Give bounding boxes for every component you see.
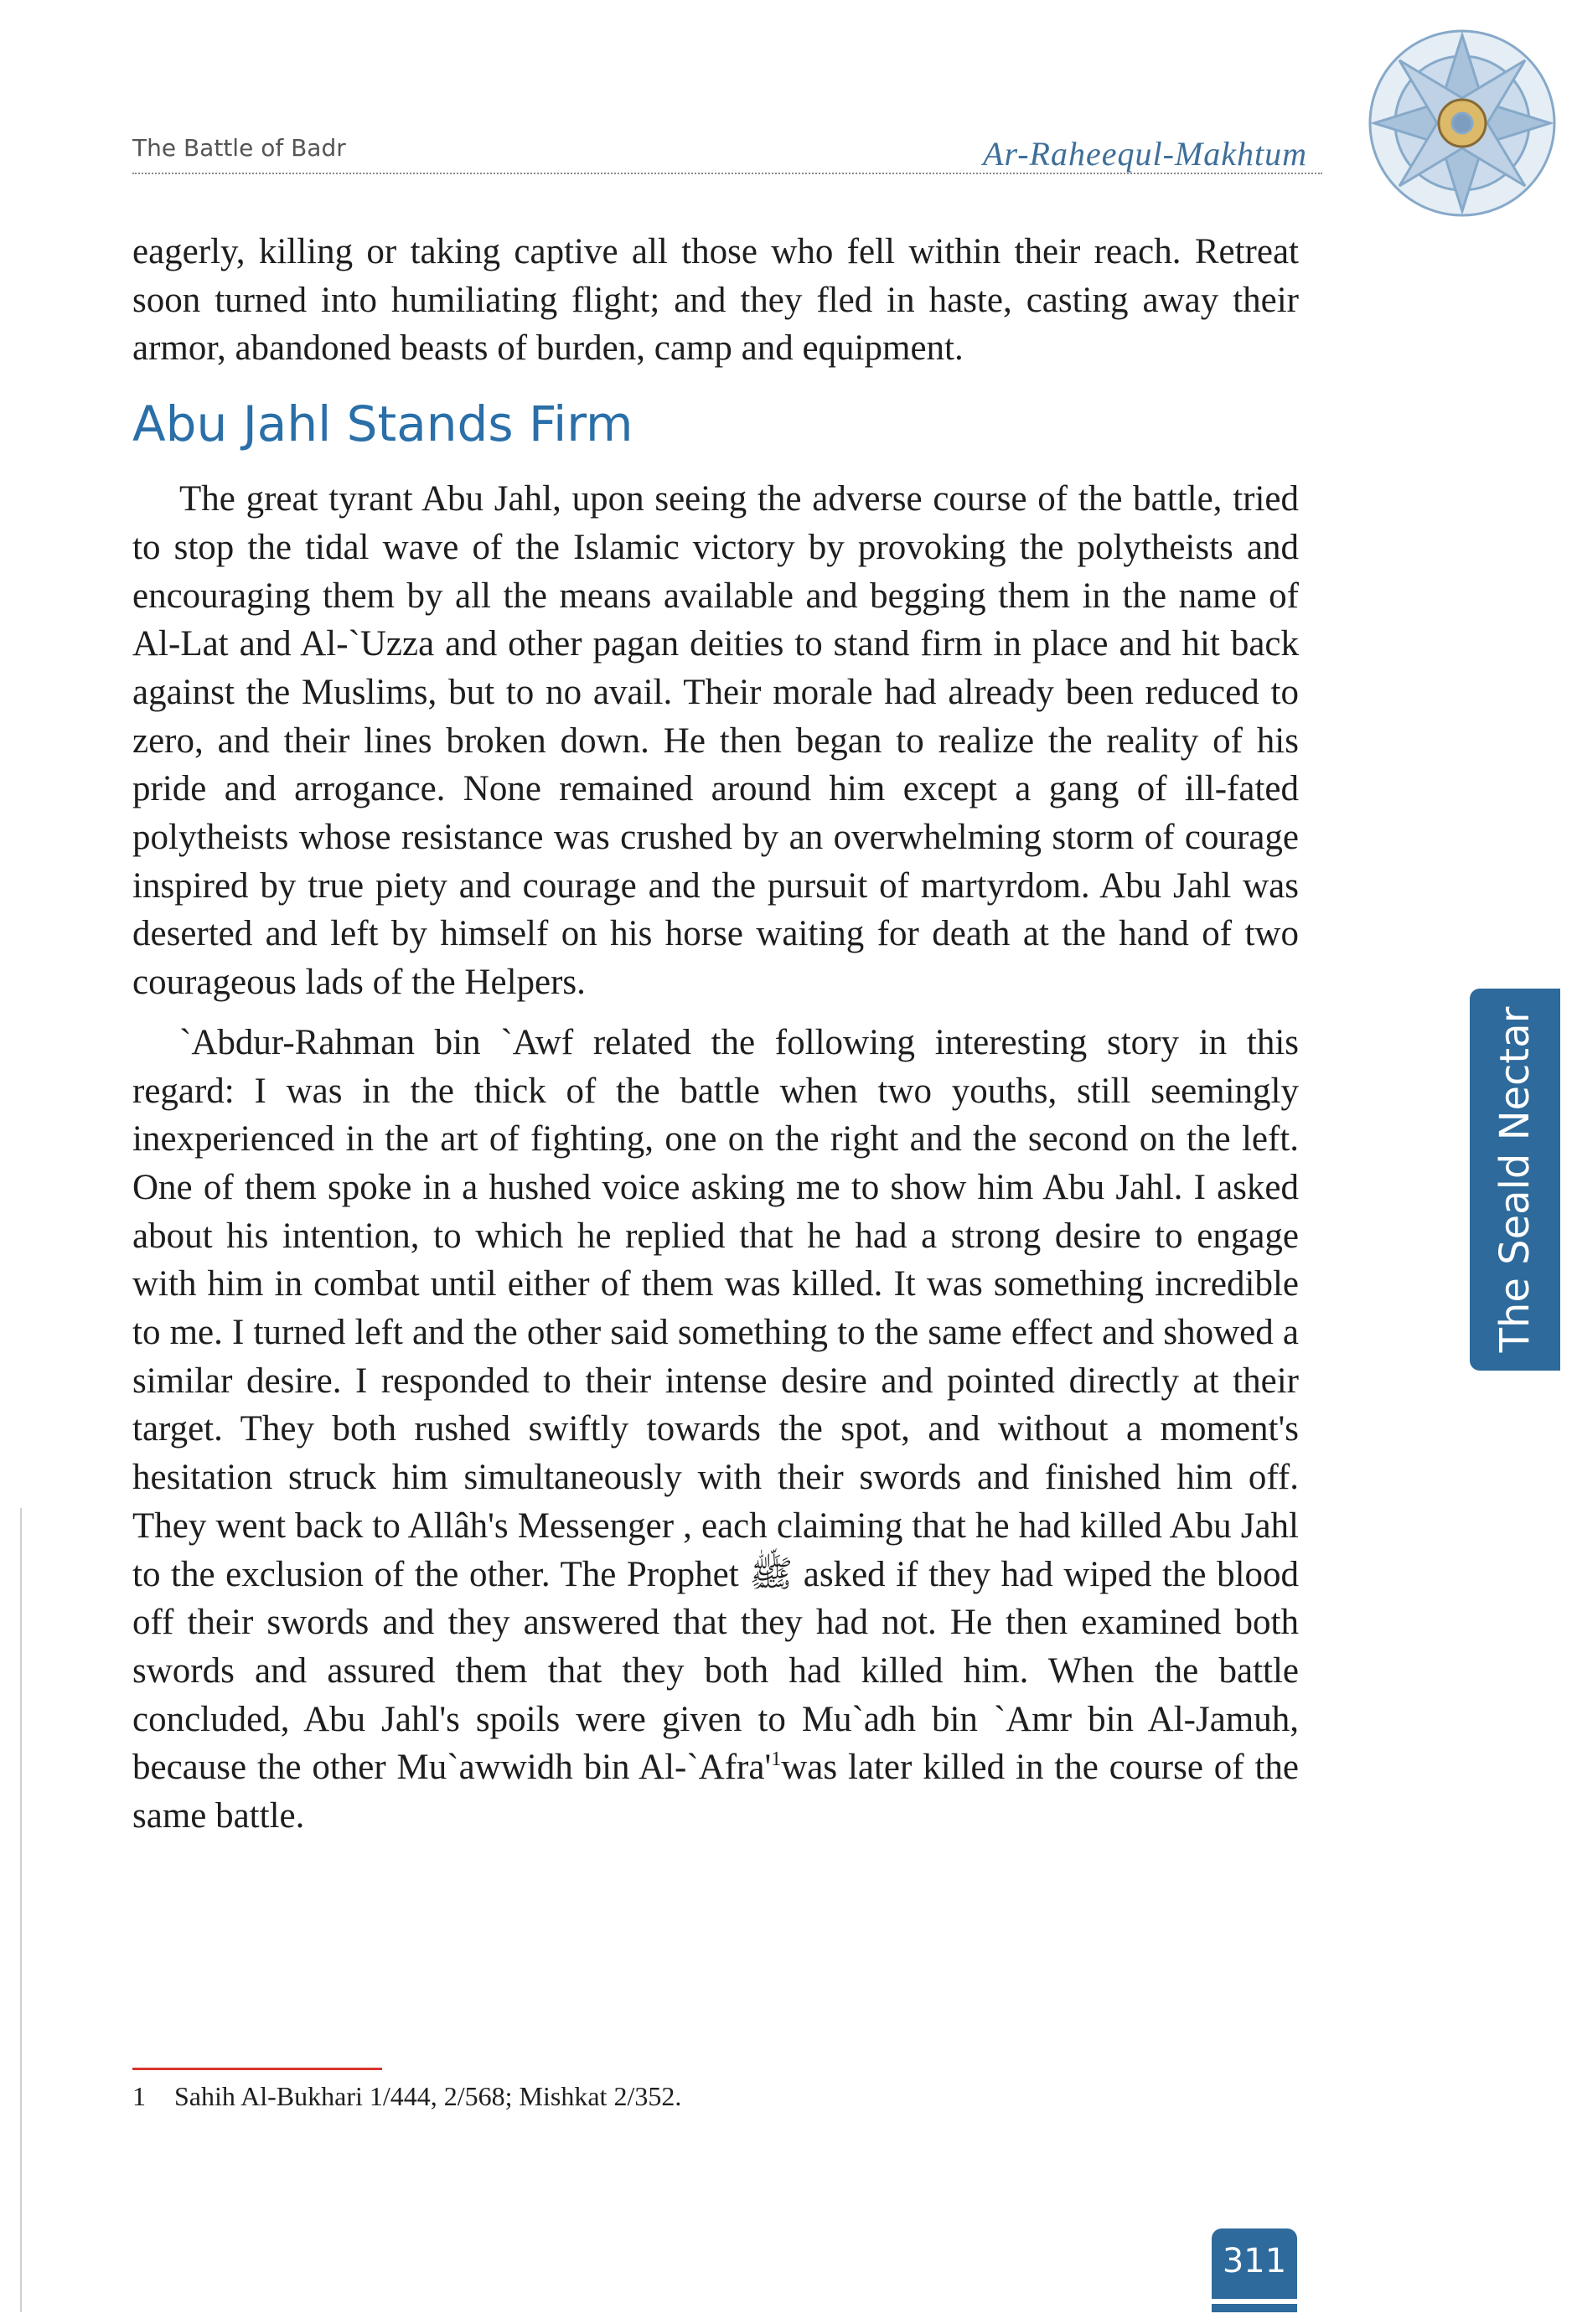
page-number: 311 — [1222, 2242, 1287, 2280]
page-number-rule — [1212, 2304, 1297, 2312]
paragraph-abu-jahl: The great tyrant Abu Jahl, upon seeing the adverse course of the battle, tried to stop the tidal wave of the Islamic victory by provoking the polytheists and encouraging them by all the means available and begging them in the name of Al-Lat and Al-`Uzza and other pagan deities to stand firm in place and hit back against the Muslims, but to no avail. Their morale had already been reduced to zero, and their lines broken down. He then began to realize the reality of his pride and arrogance. None remained around him except a gang of ill-fated polytheists whose resistance was crushed by an overwhelming storm of courage inspired by true piety and courage and the pursuit of martyrdom. Abu Jahl was deserted and left by himself on his horse waiting for death at the hand of two courageous lads of the Helpers. — [132, 479, 1299, 1003]
paragraph-abdur-rahman — [132, 1019, 1299, 1841]
footnote — [132, 2078, 1299, 2115]
page-number-box — [1212, 2228, 1297, 2299]
opening-paragraph: eagerly, killing or taking captive all those who fell within their reach. Retreat soon turned into humiliating flight; and they fled in haste, casting away their armor, abandoned beasts of burden, camp and equipment. — [132, 232, 1299, 369]
side-tab — [1470, 989, 1560, 1371]
paragraph-text-end: was later killed in the course of the same battle. — [132, 1748, 1299, 1836]
margin-line — [20, 1508, 22, 2312]
body-text — [132, 228, 1299, 1841]
ornament-rosette-icon — [1357, 18, 1567, 228]
side-tab-label: The Seald Nectar — [1492, 1006, 1538, 1353]
footnote-number: 1 — [132, 2081, 146, 2111]
footnote-text: Sahih Al-Bukhari 1/444, 2/568; Mishkat 2/352. — [174, 2081, 682, 2111]
paragraph-text-middle: asked if they had wiped the blood off their swords and they answered that they had not. He then examined both swords and assured them that they both had killed him. When the battle concluded, Abu Jahl's spoils were given to Mu`adh bin `Amr bin Al-Jamuh, because the other Mu`awwidh bin Al-`Afra' — [132, 1554, 1300, 1788]
paragraph-text-start: `Abdur-Rahman bin `Awf related the following interesting story in this regard: I was in the thick of the battle when two youths, still seemingly inexperienced in the art of fighting, one on the right and the second on the left. One of them spoke in a hushed voice asking me to show him Abu Jahl. I asked about his intention, to which he replied that he had a strong desire to engage with him in combat until either of them was killed. It was something incredible to me. I turned left and the other said something to the same effect and showed a similar desire. I responded to their intense desire and pointed directly at their target. They both rushed swiftly towards the spot, and without a moment's hesitation struck him simultaneously with their swords and finished him off. They went back to Allâh's Messenger , each claiming that he had killed Abu Jahl to the exclusion of the other. The Prophet — [132, 1022, 1299, 1594]
footnote-rule — [132, 2068, 382, 2070]
salutation-mark: ﷺ — [749, 1554, 794, 1594]
footnote-reference[interactable]: 1 — [771, 1748, 782, 1771]
header-rule — [132, 173, 1322, 174]
section-heading: Abu Jahl Stands Firm — [132, 395, 633, 453]
book-title: Ar-Raheequl-Makhtum — [983, 135, 1307, 173]
running-title: The Battle of Badr — [132, 134, 346, 162]
